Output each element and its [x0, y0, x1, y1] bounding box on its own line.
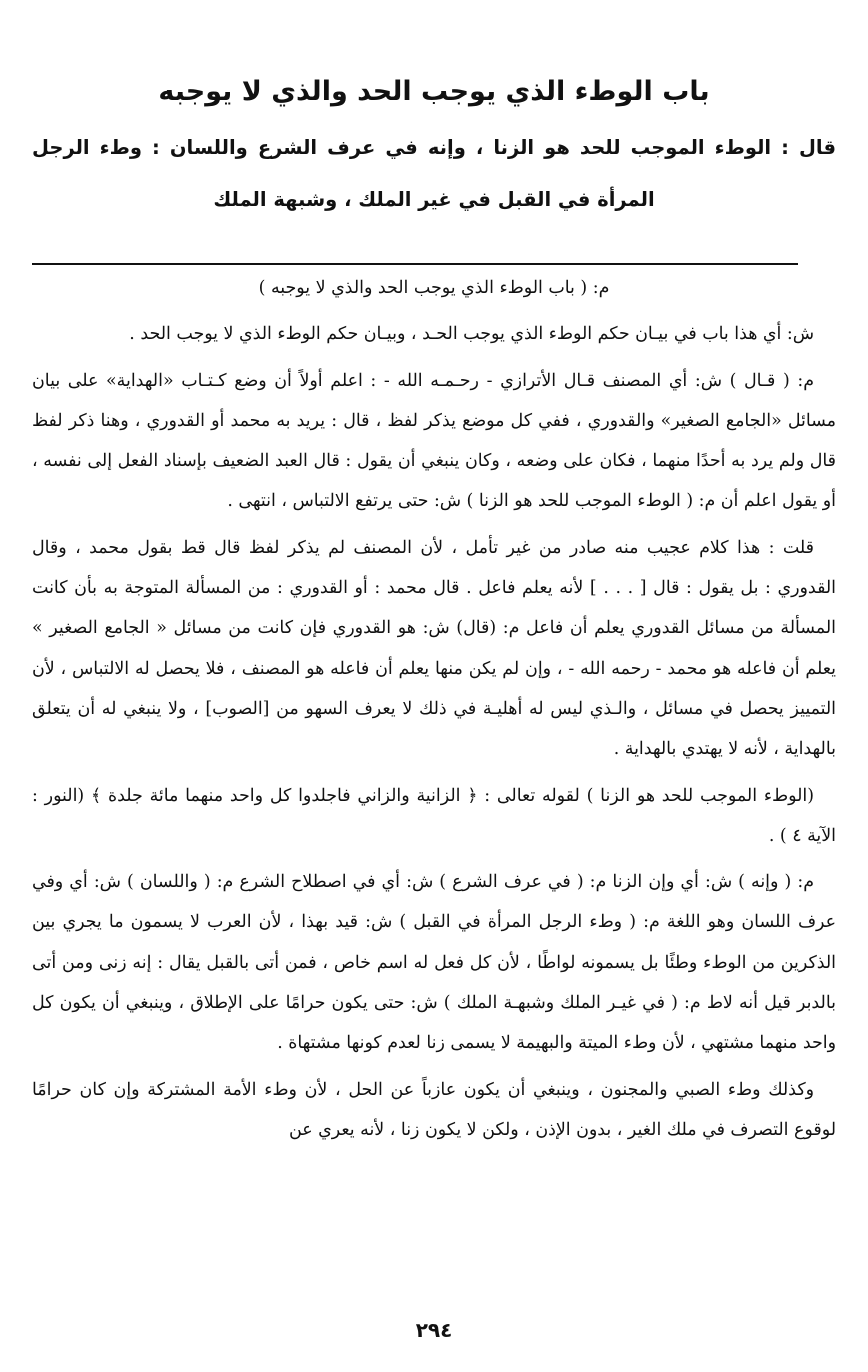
commentary-paragraph: قلت : هذا كلام عجيب منه صادر من غير تأمل ، لأن المصنف لم يذكر لفظ قال قط بقول محمد ، وقال القدوري : بل يقول : قال [ . . . ] لأنه يعلم فاعل . قال محمد : أو القدوري : من المسألة المتوجة به بأن كانت المسألة من مسائل القدوري يعلم أن فاعل م: (قال) ش: هو القدوري فإن كانت من مسائل « الجامع الصغير » يعلم أن فاعله هو محمد - رحمه الله - ، وإن لم يكن منها يعلم أن فاعله هو المصنف ، فلا يحصل له الالتباس ، لأن التمييز يحصل في مسائل ، والـذي ليس له أهليـة في ذلك لا يعرف السهو من [الصوب] ، ولا ينبغي له أن يتعلق بالهداية ، لأنه لا يهتدي بالهداية .	[32, 537, 836, 760]
commentary-paragraph: م: ( قـال ) ش: أي المصنف قـال الأترازي - رحـمـه الله - : اعلم أولاً أن وضع كـتـاب «الهداية» على بيان مسائل «الجامع الصغير» والقدوري ، ففي كل موضع يذكر لفظ ، قال : يريد به محمد أو القدوري ، وهنا ذكر لفظ قال ولم يرد به أحدًا منهما ، فكان على وضعه ، وكان ينبغي أن يقول : قال العبد الضعيف بإسناد الفعل إلى نفسه ، أو يقول اعلم أن م: ( الوطء الموجب للحد هو الزنا ) ش: حتى يرتفع الالتباس ، انتهى .	[32, 370, 836, 512]
matn-text: قال : الوطء الموجب للحد هو الزنا ، وإنه في عرف الشرع واللسان : وطء الرجل المرأة في القبل في غير الملك ، وشبهة الملك	[32, 136, 836, 211]
separator-rule	[32, 263, 798, 265]
commentary-paragraph: م: ( وإنه ) ش: أي وإن الزنا م: ( في عرف الشرع ) ش: أي في اصطلاح الشرع م: ( واللسان ) ش: أي وفي عرف اللسان وهو اللغة م: ( وطء الرجل المرأة في القبل ) ش: قيد بهذا ، لأن العرب لا يسمون ما يجري بين الذكرين من الوطء وطئًا بل يسمونه لواطًا ، لأن كل فعل له اسم خاص ، فمن أتى بالقبل يقال : إنه زنى ومن أتى بالدبر قيل أنه لاط م: ( في غيـر الملك وشبهـة الملك ) ش: حتى يكون حرامًا على الإطلاق ، وينبغي أن يكون كل واحد منهما مشتهي ، لأن وطء الميتة والبهيمة لا يسمى زنا لعدم كونها مشتهاة .	[32, 872, 836, 1054]
page-header-block	[32, 70, 836, 226]
commentary-paragraph: ش: أي هذا باب في بيـان حكم الوطء الذي يوجب الحـد ، وبيـان حكم الوطء الذي لا يوجب الحد .	[129, 324, 814, 345]
commentary-heading: م: ( باب الوطء الذي يوجب الحد والذي لا يوجبه )	[258, 278, 610, 298]
commentary-section	[32, 268, 836, 1156]
page-number: ٢٩٤	[415, 1318, 453, 1342]
commentary-paragraph: وكذلك وطء الصبي والمجنون ، وينبغي أن يكون عازباً عن الحل ، لأن وطء الأمة المشتركة وإن كان حرامًا لوقوع التصرف في ملك الغير ، بدون الإذن ، ولكن لا يكون زنا ، لأنه يعري عن	[32, 1079, 836, 1140]
chapter-title: باب الوطء الذي يوجب الحد والذي لا يوجبه	[158, 76, 710, 107]
commentary-paragraph: (الوطء الموجب للحد هو الزنا ) لقوله تعالى : ﴿ الزانية والزاني فاجلدوا كل واحد منهما مائة جلدة ﴾ (النور : الآية ٤ ) .	[32, 785, 836, 846]
